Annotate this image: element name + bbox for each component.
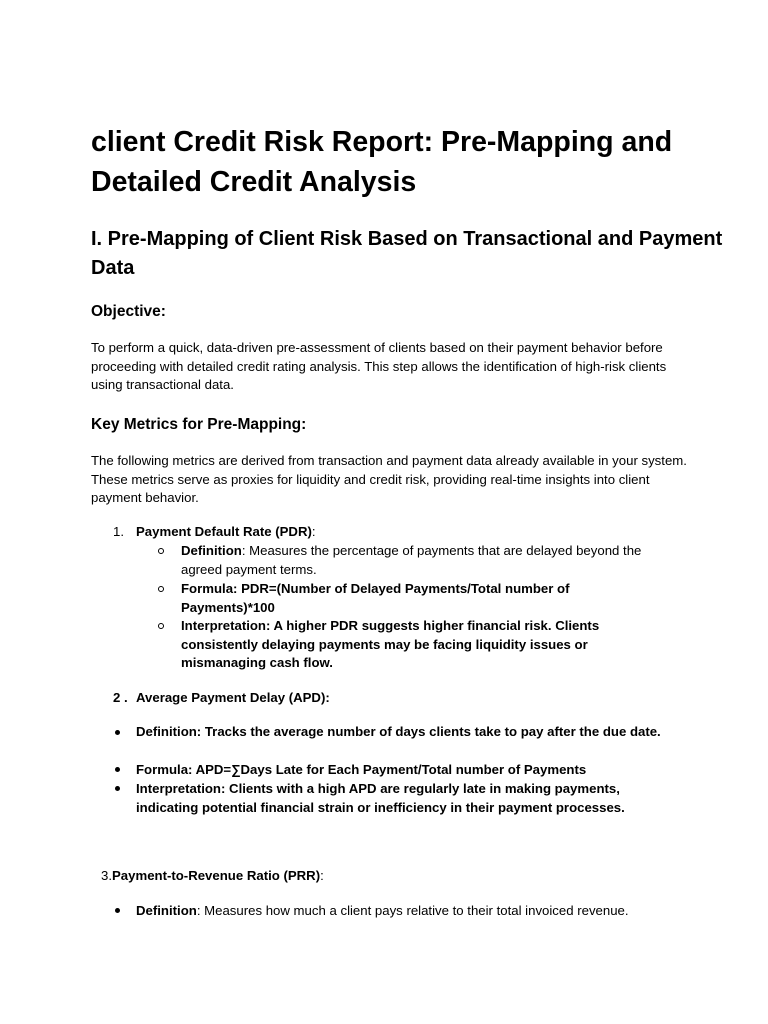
metric-2-interpretation: Interpretation: Clients with a high APD are regularly late in making payments, indicating potential financial strain or inefficiency in their payment processes. <box>136 781 625 815</box>
hollow-bullet-icon <box>158 586 164 592</box>
metric-1-definition-label: Definition <box>181 543 242 558</box>
metric-2-name: Average Payment Delay (APD): <box>136 690 330 705</box>
bullet-icon <box>115 730 120 735</box>
bullet-icon <box>115 767 120 772</box>
metric-2-formula: Formula: APD=∑Days Late for Each Payment/Total number of Payments <box>136 762 587 777</box>
metric-1-definition-text: : Measures the percentage of payments that are delayed beyond the agreed payment terms. <box>181 543 642 577</box>
metric-2-definition: Definition: Tracks the average number of days clients take to pay after the due date. <box>136 724 661 739</box>
metric-1-number: 1. <box>113 524 124 539</box>
key-metrics-heading: Key Metrics for Pre-Mapping: <box>91 416 307 433</box>
metric-3-definition <box>136 902 696 921</box>
metric-2-number: 2 . <box>113 690 128 705</box>
document-title: client Credit Risk Report: Pre-Mapping and Detailed Credit Analysis <box>91 126 673 198</box>
metric-1-colon: : <box>311 524 316 539</box>
objective-paragraph: To perform a quick, data-driven pre-assessment of clients based on their payment behavior before proceeding with detailed credit rating analysis. This step allows the identification of high-risk clients using transactional data. <box>91 340 667 393</box>
metric-3-heading <box>101 867 324 886</box>
metric-1-definition <box>181 542 671 579</box>
metric-3-colon: : <box>320 868 324 883</box>
metric-1-interpretation: Interpretation: A higher PDR suggests higher financial risk. Clients consistently delaying payments may be facing liquidity issues or mismanaging cash flow. <box>181 618 600 671</box>
bullet-icon <box>115 908 120 913</box>
objective-heading: Objective: <box>91 303 166 320</box>
metric-3-number: 3. <box>101 868 112 883</box>
section-heading: I. Pre-Mapping of Client Risk Based on Transactional and Payment Data <box>91 228 723 279</box>
metric-3-name: Payment-to-Revenue Ratio (PRR) <box>112 868 321 883</box>
hollow-bullet-icon <box>158 623 164 629</box>
metric-1-name: Payment Default Rate (PDR) <box>136 524 312 539</box>
metric-3-definition-text: : Measures how much a client pays relative to their total invoiced revenue. <box>196 903 629 918</box>
hollow-bullet-icon <box>158 548 164 554</box>
metric-1-heading <box>136 523 316 542</box>
key-metrics-paragraph: The following metrics are derived from transaction and payment data already available in your system. These metrics serve as proxies for liquidity and credit risk, providing real-time insights into client payment behavior. <box>91 453 687 506</box>
bullet-icon <box>115 786 120 791</box>
metric-3-definition-label: Definition <box>136 903 197 918</box>
metric-1-formula: Formula: PDR=(Number of Delayed Payments/Total number of Payments)*100 <box>181 581 570 615</box>
